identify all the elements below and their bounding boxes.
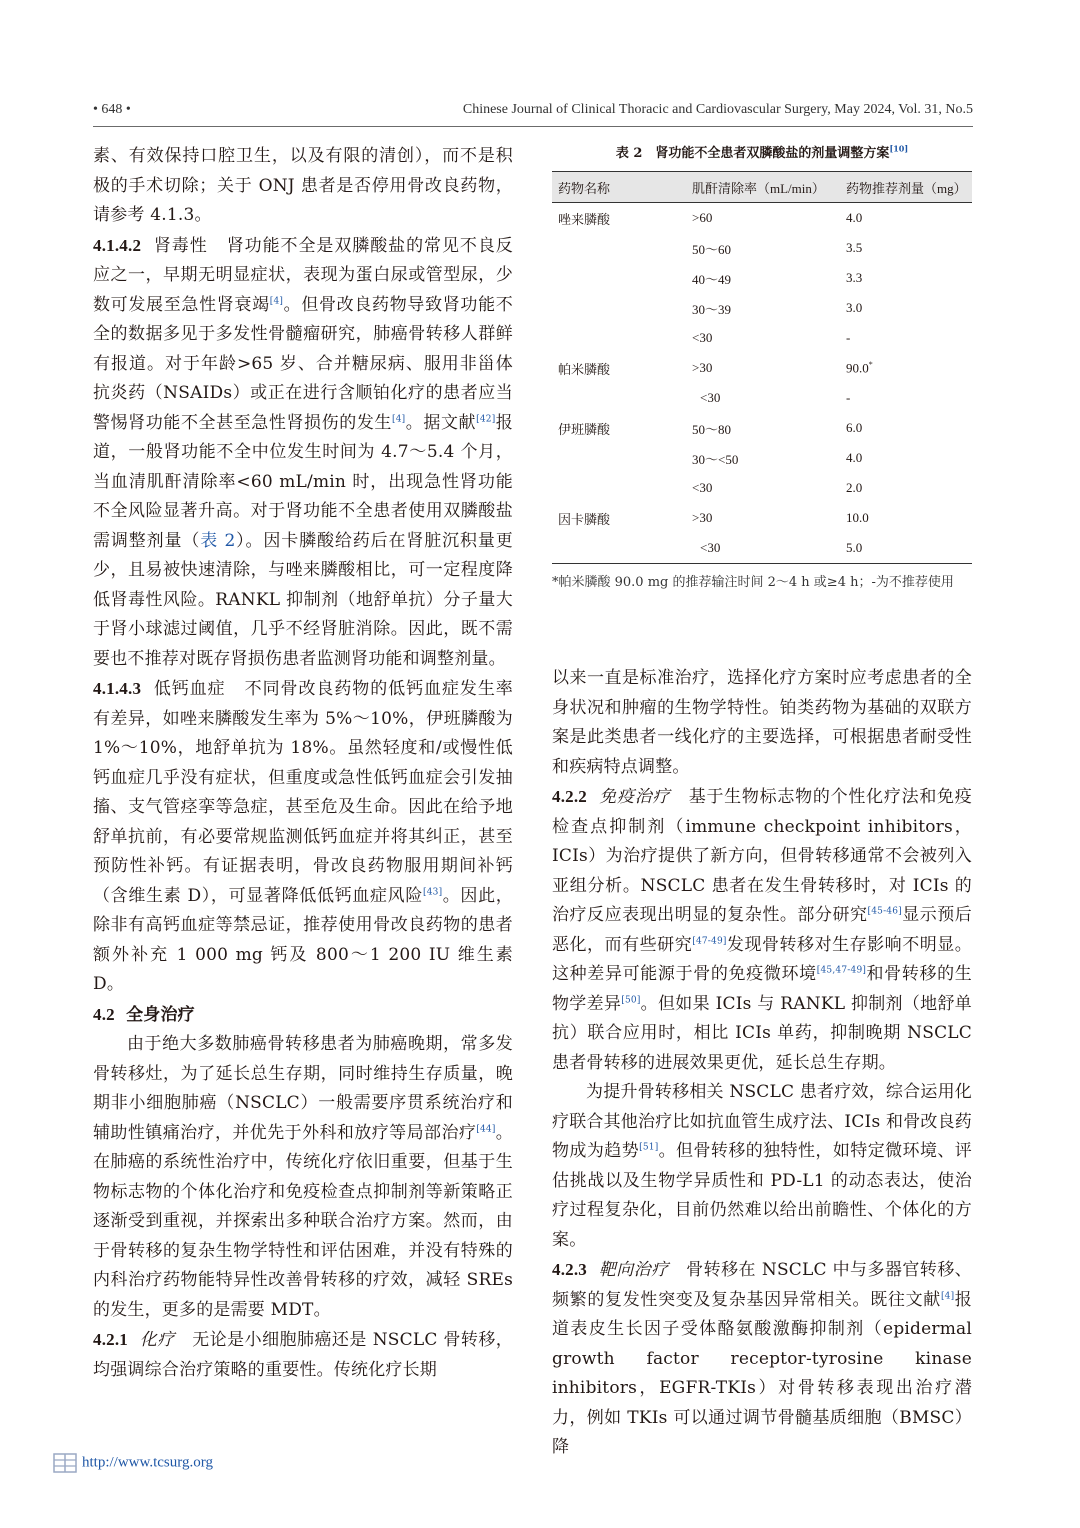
table-row [552,533,972,564]
section-title: 靶向治疗 [598,1260,669,1280]
crcl-value: <30 [692,330,713,345]
section-targeted-therapy: 4.2.3 靶向治疗 骨转移在 NSCLC 中与多器官转移、频繁的复发性突变及复杂基因异常相关。既往文献[4]报道表皮生长因子受体酪氨酸激酶抑制剂（epidermal growth factor receptor-tyrosine kinase inhibitors，EGFR-TKIs）对骨转移表现出治疗潜力，例如 TKIs 可以通过调节骨髓基质细胞（BMSC）降 [552,1260,972,1457]
crcl-value: 50～80 [692,421,732,437]
drug-name [552,473,686,503]
dose-value: 10.0 [846,510,869,525]
section-number: 4.2.3 [552,1260,587,1279]
crcl-value: 50～60 [692,241,732,257]
section-immunotherapy: 4.2.2 免疫治疗 基于生物标志物的个性化疗法和免疫检查点抑制剂（immune checkpoint inhibitors，ICIs）为治疗提供了新方向，但骨转移通常不会被列入亚组分析。NSCLC 患者在发生骨转移时，对 ICIs 的治疗反应表现出明显的复杂性。部分研究[45-46]显示预后恶化，而有些研究[47-49]发现骨转移对生存影响不明显。这种差异可能源于骨的免疫微环境[45,47-49]和骨转移的生物学差异[50]。但如果 ICIs 与 RANKL 抑制剂（地舒单抗）联合应用时，相比 ICIs 单药，抑制晚期 NSCLC 患者骨转移的进展效果更优，延长总生存期。 [552,787,972,1073]
section-renal-toxicity: 4.1.4.2 肾毒性 肾功能不全是双膦酸盐的常见不良反应之一，早期无明显症状，表现为蛋白尿或管型尿，少数可发展至急性肾衰竭[4]。但骨改良药物导致肾功能不全的数据多见于多发性骨髓瘤研究，肺癌骨转移人群鲜有报道。对于年龄>65 岁、合并糖尿病、服用非甾体抗炎药（NSAIDs）或正在进行含顺铂化疗的患者应当警惕肾功能不全甚至急性肾损伤的发生[4]。据文献[42]报道，一般肾功能不全中位发生时间为 4.7～5.4 个月，当血清肌酐清除率<60 mL/min 时，出现急性肾功能不全风险显著升高。对于肾功能不全患者使用双膦酸盐需调整剂量（表 2）。因卡膦酸给药后在肾脏沉积量更少，且易被快速清除，与唑来膦酸相比，可一定程度降低肾毒性风险。RANKL 抑制剂（地舒单抗）分子量大于肾小球滤过阈值，几乎不经肾脏消除。因此，既不需要也不推荐对既存肾损伤患者监测肾功能和调整剂量。 [93,235,514,669]
journal-citation: Chinese Journal of Clinical Thoracic and Cardiovascular Surgery, May 2024, Vol. 31, No.5 [462,102,973,117]
dose-value: - [846,390,851,405]
paragraph: 为提升骨转移相关 NSCLC 患者疗效，综合运用化疗联合其他治疗比如抗血管生成疗法、ICIs 和骨改良药物成为趋势[51]。但骨转移的独特性，如特定微环境、评估挑战以及生物学异质性和 PD-L1 的动态表达，使治疗过程复杂化，目前仍然难以给出前瞻性、个体化的方案。 [552,1082,973,1250]
paragraph: 以来一直是标准治疗，选择化疗方案时应考虑患者的全身状况和肿瘤的生物学特性。铂类药物为基础的双联方案是此类患者一线化疗的主要选择，可根据患者耐受性和疾病特点调整。 [552,668,972,777]
table-row [552,413,972,443]
section-title: 全身治疗 [126,1004,195,1024]
section-number: 4.2.1 [93,1330,128,1349]
citation-link[interactable]: [50] [621,994,641,1005]
citation-link[interactable]: [45-46] [867,906,902,917]
section-title: 免疫治疗 [599,787,671,807]
drug-name [552,263,686,293]
section-chemotherapy: 4.2.1 化疗 无论是小细胞肺癌还是 NSCLC 骨转移，均强调综合治疗策略的重要性。传统化疗长期 [93,1330,513,1380]
section-title: 低钙血症 [153,679,226,699]
page-number: • 648 • [93,102,131,117]
column-header: 药物名称 [552,172,686,203]
table-row [552,263,972,293]
crcl-value: >30 [692,360,713,375]
citation-link[interactable]: [42] [476,413,496,424]
drug-name [552,233,686,263]
paragraph: 由于绝大多数肺癌骨转移患者为肺癌晚期，常多发骨转移灶，为了延长总生存期，同时维持生存质量，晚期非小细胞肺癌（NSCLC）一般需要序贯系统治疗和辅助性镇痛治疗，并优先于外科和放疗等局部治疗[44]。在肺癌的系统性治疗中，传统化疗依旧重要，但基于生物标志物的个体化治疗和免疫检查点抑制剂等新策略正逐渐受到重视，并探索出多种联合治疗方案。然而，由于骨转移的复杂生物学特性和评估困难，并没有特殊的内科治疗药物能特异性改善骨转移的疗效，减轻 SREs 的发生，更多的是需要 MDT。 [93,1034,514,1320]
crcl-value: <30 [686,533,840,564]
dose-value: 6.0 [846,420,863,435]
drug-name [552,533,686,564]
crcl-value: 40～49 [692,271,732,287]
citation-link[interactable]: [44] [476,1123,496,1134]
drug-name [552,383,686,413]
table-row [552,473,972,503]
section-number: 4.1.4.3 [93,679,142,698]
dose-value: 3.3 [846,270,863,285]
table-row [552,443,972,473]
drug-name [552,293,686,323]
crcl-value: <30 [700,390,721,405]
left-column [93,142,513,1385]
crcl-value: >60 [692,210,713,225]
dose-adjustment-table [552,142,972,594]
drug-name: 唑来膦酸 [558,211,611,227]
right-column [552,664,972,1463]
table-row [552,503,972,533]
column-header: 药物推荐剂量（mg） [840,172,972,203]
section-title: 化疗 [139,1330,175,1350]
drug-name [552,443,686,473]
table-header-row [552,172,972,203]
column-header: 肌酐清除率（mL/min） [686,172,840,203]
dose-value: 4.0 [846,210,863,225]
citation-link[interactable]: [10] [889,143,909,154]
running-header [93,100,973,127]
dose-value: 3.5 [846,240,863,255]
section-hypocalcemia: 4.1.4.3 低钙血症 不同骨改良药物的低钙血症发生率有差异，如唑来膦酸发生率为 5%～10%，伊班膦酸为 1%～10%，地舒单抗为 18%。虽然轻度和/或慢性低钙血症几乎没有症状，但重度或急性低钙血症会引发抽搐、支气管痉挛等急症，甚至危及生命。因此在给予地舒单抗前，有必要常规监测低钙血症并将其纠正，甚至预防性补钙。有证据表明，骨改良药物服用期间补钙（含维生素 D），可显著降低低钙血症风险[43]。因此，除非有高钙血症等禁忌证，推荐使用骨改良药物的患者额外补充 1 000 mg 钙及 800～1 200 IU 维生素 D。 [93,679,513,994]
paragraph: 素、有效保持口腔卫生，以及有限的清创），而不是积极的手术切除；关于 ONJ 患者是否停用骨改良药物，请参考 4.1.3。 [93,146,513,225]
dose-value: 2.0 [846,480,863,495]
crcl-value: 30～39 [692,301,732,317]
citation-link[interactable]: [45,47-49] [816,965,867,976]
journal-logo-icon [52,1452,78,1474]
table-row [552,383,972,413]
footnote-marker: * [868,359,873,369]
table-caption: 表 2 肾功能不全患者双膦酸盐的剂量调整方案[10] [615,143,909,161]
drug-name [552,323,686,353]
section-number: 4.1.4.2 [93,235,142,255]
table-row [552,203,972,234]
citation-link[interactable]: [4] [269,295,284,306]
section-number: 4.2 [93,1004,115,1024]
section-number: 4.2.2 [552,787,587,806]
dose-value: - [846,330,851,345]
crcl-value: 30～<50 [692,451,739,467]
dose-value: 4.0 [846,450,863,465]
citation-link[interactable]: [43] [423,886,443,897]
table-row [552,293,972,323]
dose-value: 3.0 [846,300,863,315]
crcl-value: <30 [692,480,713,495]
table-row [552,323,972,353]
drug-name: 帕米膦酸 [558,361,611,377]
table-footnote: *帕米膦酸 90.0 mg 的推荐输注时间 2～4 h 或≥4 h；-为不推荐使用 [552,575,954,590]
citation-link[interactable]: [4] [392,413,406,424]
citation-link[interactable]: [51] [639,1142,659,1153]
footer [52,1452,213,1474]
dose-value: 5.0 [840,533,972,564]
table-link[interactable]: 表 2 [200,530,236,551]
drug-name: 因卡膦酸 [558,511,611,527]
citation-link[interactable]: [47-49] [692,935,727,946]
section-title: 肾毒性 [153,235,208,256]
table-row [552,233,972,263]
crcl-value: >30 [692,510,713,525]
drug-name: 伊班膦酸 [558,421,611,437]
dose-value: 90.0* [846,359,873,376]
section-heading-systemic [93,1000,513,1031]
table-row [552,353,972,383]
website-link[interactable]: http://www.tcsurg.org [82,1454,213,1471]
citation-link[interactable]: [4] [940,1290,955,1301]
